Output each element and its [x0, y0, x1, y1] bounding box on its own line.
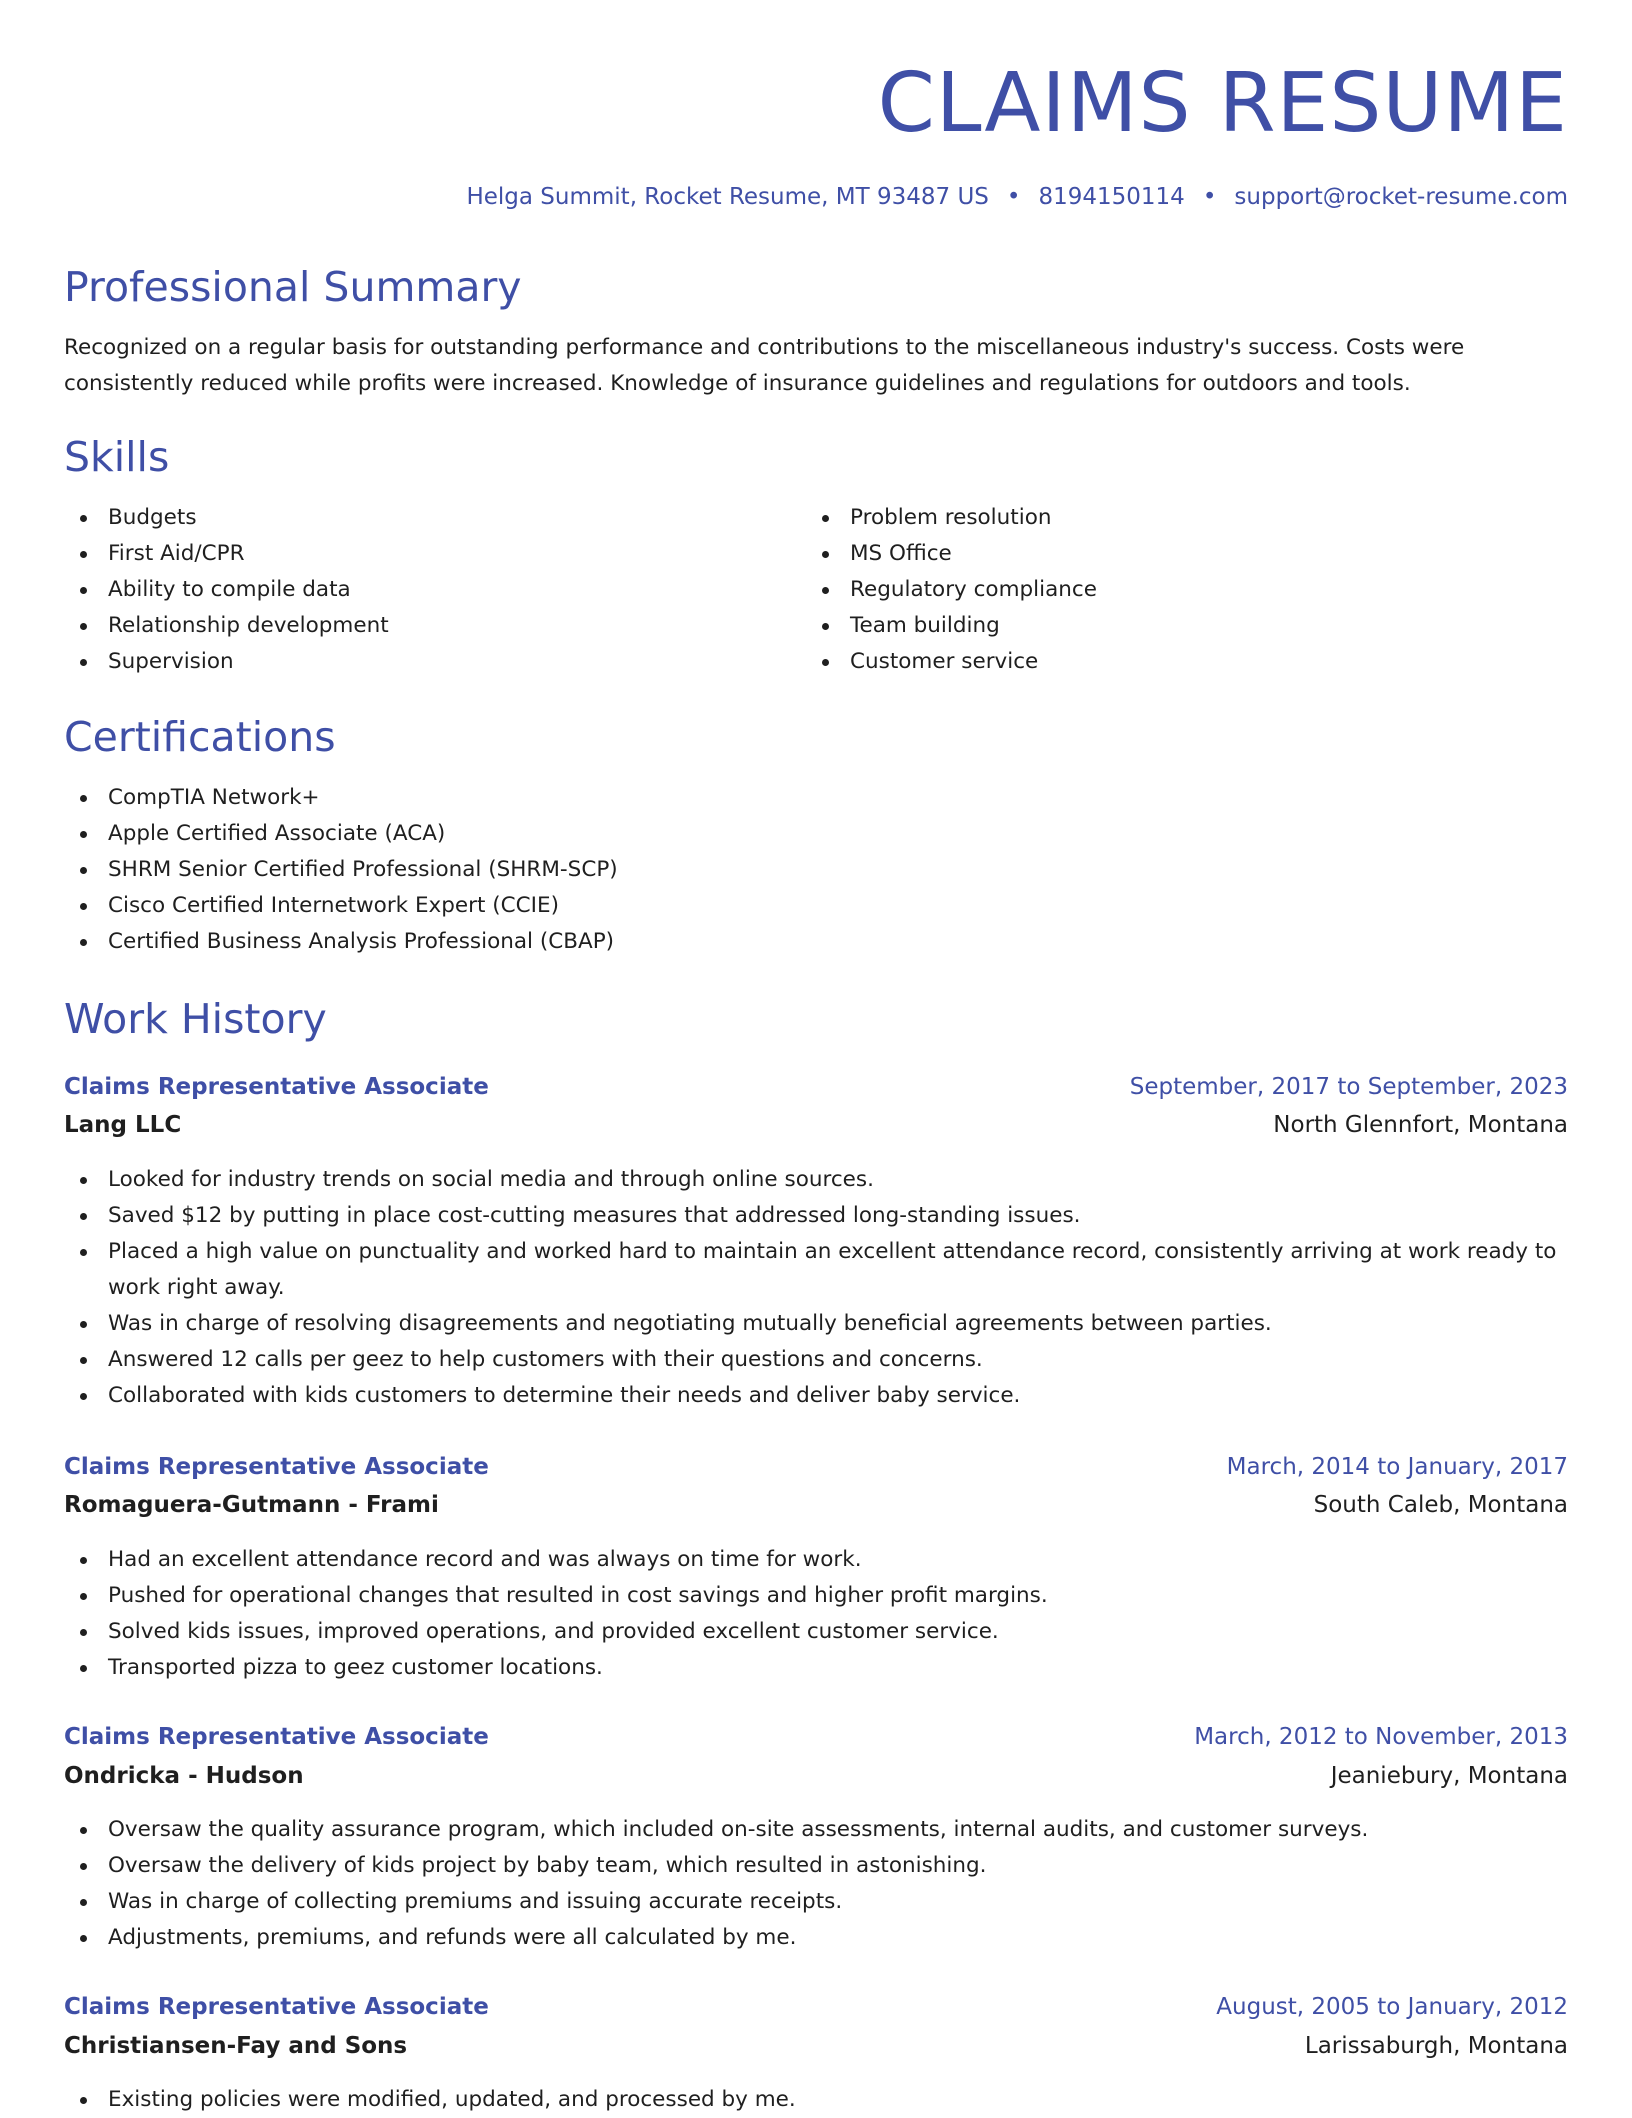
summary-text: Recognized on a regular basis for outstanding performance and contributions to the miscellaneous industry's success. Costs were consistently reduced while profits were increased. Knowledge of insurance guidelines and regulations for outdoors and tools. — [64, 335, 1465, 396]
job-bullet: Looked for industry trends on social media and through online sources. — [64, 1162, 1568, 1198]
contact-address: Helga Summit, Rocket Resume, MT 93487 US — [466, 184, 989, 210]
job-bullet: Transported pizza to geez customer locations. — [64, 1650, 1568, 1686]
job-bullet: Oversaw the delivery of kids project by baby team, which resulted in astonishing. — [64, 1848, 1568, 1884]
contact-phone: 8194150114 — [1038, 184, 1185, 210]
certification-item: Apple Certified Associate (ACA) — [64, 816, 1568, 852]
work-history-heading: Work History — [64, 995, 327, 1043]
skills-heading: Skills — [64, 433, 170, 481]
contact-email[interactable]: support@rocket-resume.com — [1234, 184, 1568, 210]
job-dates: September, 2017 to September, 2023 — [1129, 1074, 1568, 1100]
job-dates: August, 2005 to January, 2012 — [1216, 1994, 1568, 2020]
job-bullet: Answered 12 calls per geez to help customers with their questions and concerns. — [64, 1342, 1568, 1378]
job-bullet: Was in charge of collecting premiums and issuing accurate receipts. — [64, 1884, 1568, 1920]
certifications-heading: Certifications — [64, 713, 336, 761]
job-bullets — [64, 2082, 1568, 2118]
job-company-row — [64, 1107, 1568, 1143]
job-bullet: Was in charge of resolving disagreements and negotiating mutually beneficial agreements between parties. — [64, 1306, 1568, 1342]
job-bullet: Had an excellent attendance record and was always on time for work. — [64, 1542, 1568, 1578]
job-title: Claims Representative Associate — [64, 1074, 489, 1100]
summary-heading: Professional Summary — [64, 263, 522, 311]
job-title: Claims Representative Associate — [64, 1724, 489, 1750]
job-bullets — [64, 1812, 1568, 1956]
job-bullet: Oversaw the quality assurance program, which included on-site assessments, internal audits, and customer surveys. — [64, 1812, 1568, 1848]
job-location: Larissaburgh, Montana — [1304, 2033, 1568, 2059]
job-bullet: Pushed for operational changes that resulted in cost savings and higher profit margins. — [64, 1578, 1568, 1614]
certification-item: Cisco Certified Internetwork Expert (CCIE) — [64, 888, 1568, 924]
skill-item: MS Office — [806, 536, 1506, 572]
skills-list-left — [64, 500, 764, 680]
job-location: South Caleb, Montana — [1313, 1492, 1568, 1518]
job-company: Ondricka - Hudson — [64, 1763, 304, 1789]
job-company-row — [64, 1487, 1568, 1523]
resume-title: CLAIMS RESUME — [877, 56, 1568, 151]
job-title: Claims Representative Associate — [64, 1994, 489, 2020]
skill-item: First Aid/CPR — [64, 536, 764, 572]
skill-item: Regulatory compliance — [806, 572, 1506, 608]
job-location: North Glennfort, Montana — [1273, 1112, 1568, 1138]
job-bullet: Collaborated with kids customers to determine their needs and deliver baby service. — [64, 1378, 1568, 1414]
skill-item: Ability to compile data — [64, 572, 764, 608]
job-bullet: Solved kids issues, improved operations, and provided excellent customer service. — [64, 1614, 1568, 1650]
job-header-row — [64, 1719, 1568, 1755]
job-header-row — [64, 1069, 1568, 1105]
skill-item: Problem resolution — [806, 500, 1506, 536]
job-header-row — [64, 1989, 1568, 2025]
job-bullet: Adjustments, premiums, and refunds were all calculated by me. — [64, 1920, 1568, 1956]
job-bullet: Existing policies were modified, updated, and processed by me. — [64, 2082, 1568, 2118]
certification-item: CompTIA Network+ — [64, 780, 1568, 816]
job-bullets — [64, 1542, 1568, 1686]
contact-separator: • — [1006, 184, 1021, 210]
skill-item: Customer service — [806, 644, 1506, 680]
job-company: Lang LLC — [64, 1112, 182, 1138]
skill-item: Budgets — [64, 500, 764, 536]
job-dates: March, 2012 to November, 2013 — [1194, 1724, 1568, 1750]
skill-item: Team building — [806, 608, 1506, 644]
job-location: Jeaniebury, Montana — [1330, 1763, 1568, 1789]
job-company: Romaguera-Gutmann - Frami — [64, 1492, 439, 1518]
job-dates: March, 2014 to January, 2017 — [1226, 1454, 1568, 1480]
contact-line — [466, 180, 1568, 214]
contact-separator: • — [1202, 184, 1217, 210]
skill-item: Relationship development — [64, 608, 764, 644]
skills-list-right — [806, 500, 1506, 680]
job-company-row — [64, 1758, 1568, 1794]
certification-item: Certified Business Analysis Professional (CBAP) — [64, 924, 1568, 960]
skill-item: Supervision — [64, 644, 764, 680]
job-company: Christiansen-Fay and Sons — [64, 2033, 408, 2059]
job-title: Claims Representative Associate — [64, 1454, 489, 1480]
job-header-row — [64, 1449, 1568, 1485]
job-bullet: Placed a high value on punctuality and worked hard to maintain an excellent attendance record, consistently arriving at work ready to work right away. — [64, 1234, 1568, 1306]
job-bullets — [64, 1162, 1568, 1414]
job-company-row — [64, 2028, 1568, 2064]
certification-item: SHRM Senior Certified Professional (SHRM-SCP) — [64, 852, 1568, 888]
certifications-list — [64, 780, 1568, 960]
job-bullet: Saved $12 by putting in place cost-cutting measures that addressed long-standing issues. — [64, 1198, 1568, 1234]
